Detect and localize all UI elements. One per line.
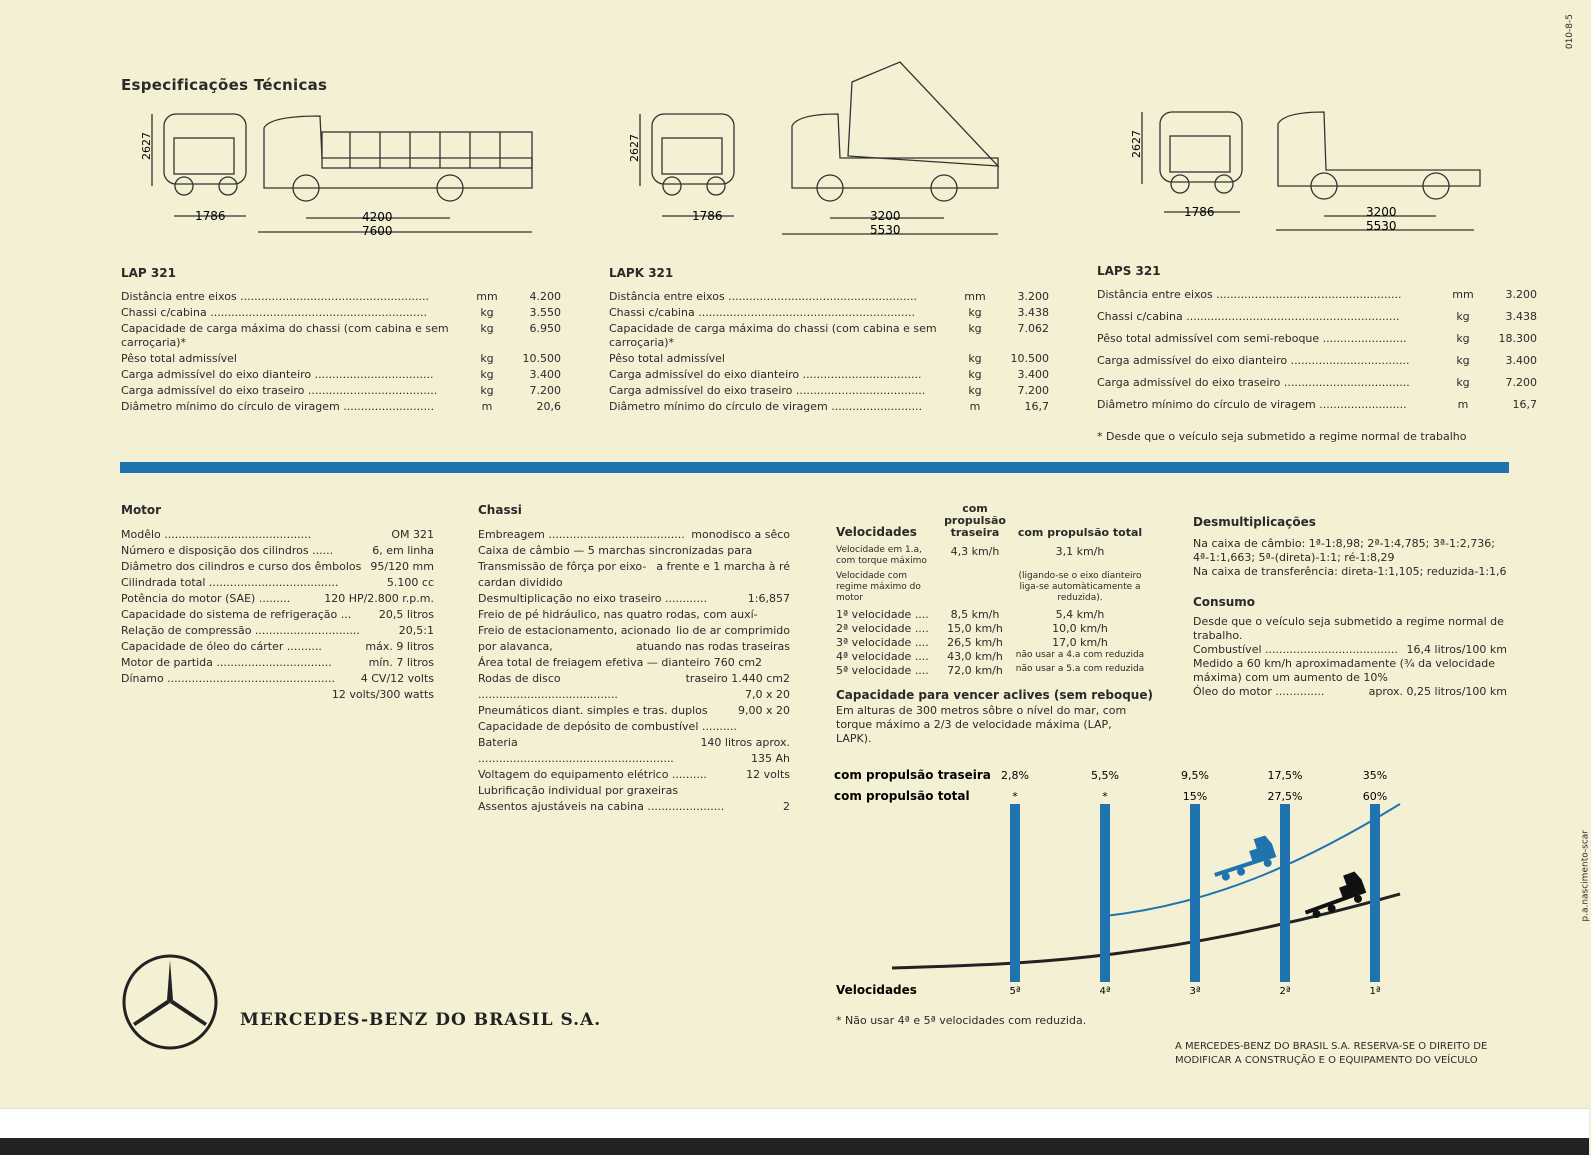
spec-unit: m	[481, 400, 493, 413]
item-value: atuando nas rodas traseiras	[636, 640, 790, 653]
gear-bar	[1370, 804, 1380, 982]
item-label: Freio de pé hidráulico, nas quatro rodas, com auxí-	[478, 608, 758, 621]
item-value: 1:6,857	[747, 592, 790, 605]
spec-value: 3.400	[1017, 368, 1049, 381]
item-value: 20,5:1	[398, 624, 434, 637]
spec-value: 18.300	[1498, 332, 1537, 345]
spec-label: Distância entre eixos .....................................................	[1097, 288, 1402, 301]
gear-bar	[1010, 804, 1020, 982]
gear-label: 3ª	[1189, 986, 1201, 997]
col-header-total: com propulsão total	[1017, 526, 1143, 539]
velocity-row	[836, 650, 1156, 664]
spec-row	[121, 322, 561, 352]
spec-label: Chassi c/cabina .............................................................	[1097, 310, 1400, 323]
spec-table	[1097, 288, 1537, 420]
chassi-section	[478, 503, 790, 815]
section-heading: Desmultiplicações	[1193, 515, 1316, 529]
spec-unit: kg	[1456, 332, 1470, 345]
item-label: Capacidade de depósito de combustível ..........	[478, 720, 737, 733]
gear-label: 5ª	[1009, 986, 1021, 997]
total-value: 60%	[1362, 790, 1388, 803]
item-label: Embreagem .......................................	[478, 528, 685, 541]
desm-line: Na caixa de transferência: direta-1:1,105; reduzida-1:1,6	[1193, 565, 1507, 578]
section-heading: Consumo	[1193, 595, 1256, 609]
spec-value: 10.500	[522, 352, 561, 365]
spec-label: Diâmetro mínimo do círculo de viragem ..........................	[609, 400, 923, 413]
section-heading: Velocidades	[836, 525, 917, 539]
consumo-value: 16,4 litros/100 km	[1406, 643, 1507, 656]
list-item	[478, 527, 790, 543]
consumo-row	[1193, 643, 1507, 657]
item-label: Voltagem do equipamento elétrico ..........	[478, 768, 707, 781]
divider-bar	[120, 462, 1509, 473]
gear-label: 4ª	[1099, 986, 1111, 997]
list-item	[478, 591, 790, 607]
spec-row	[121, 384, 561, 400]
list-item	[478, 703, 790, 719]
gear-label: 1ª	[1369, 986, 1381, 997]
spec-row	[121, 368, 561, 384]
spec-value: 3.438	[1505, 310, 1537, 323]
velocity-row	[836, 571, 1156, 604]
dim-height: 2627	[628, 134, 641, 162]
item-label: Transmissão de fôrça por eixo-cardan dividido	[478, 560, 647, 589]
row-label-total: com propulsão total	[834, 789, 970, 803]
motor-list	[121, 527, 434, 701]
climb-text: Em alturas de 300 metros sôbre o nível do mar, com torque máximo a 2/3 de velocidade máxima (LAP, LAPK).	[836, 704, 1127, 745]
spec-label: Chassi c/cabina ..............................................................	[609, 306, 915, 319]
spec-unit: kg	[1456, 310, 1470, 323]
consumo-label: Óleo do motor ..............	[1193, 685, 1325, 698]
dim-wheelbase: 4200	[362, 210, 393, 224]
item-value: traseiro 1.440 cm2	[685, 672, 790, 685]
item-label: Capacidade do sistema de refrigeração ...	[121, 608, 352, 621]
spec-unit: kg	[968, 352, 982, 365]
list-item	[121, 575, 434, 591]
list-item	[478, 799, 790, 815]
spec-label: Pêso total admissível	[121, 352, 237, 365]
model-laps	[1097, 264, 1537, 443]
consumo-label: Medido a 60 km/h aproximadamente (¾ da velocidade máxima) com um aumento de 10%	[1193, 657, 1495, 684]
consumo-label: Combustível ......................................	[1193, 643, 1398, 656]
spec-row	[1097, 354, 1537, 376]
total-value: 27,5%	[1267, 790, 1303, 803]
list-item	[478, 783, 790, 799]
item-label: Assentos ajustáveis na cabina ......................	[478, 800, 725, 813]
velocity-label: Velocidade em 1.a, com torque máximo	[836, 545, 927, 566]
item-value: OM 321	[391, 528, 434, 541]
dim-wheelbase: 3200	[870, 209, 901, 223]
item-value: lio de ar comprimido	[676, 624, 790, 637]
list-item	[121, 623, 434, 639]
spec-label: Pêso total admissível com semi-reboque ........................	[1097, 332, 1407, 345]
velocity-row	[836, 545, 1156, 567]
rear-value: 9,5%	[1181, 769, 1209, 782]
spec-unit: m	[1457, 398, 1469, 411]
spec-unit: mm	[1452, 288, 1474, 301]
velocity-rear: 4,3 km/h	[950, 545, 1000, 558]
list-item	[478, 543, 790, 573]
item-label: Desmultiplicação no eixo traseiro ............	[478, 592, 707, 605]
item-value: 12 volts/300 watts	[331, 688, 434, 701]
consumo-row	[1193, 657, 1507, 685]
item-label: Pneumáticos diant. simples e tras. duplos	[478, 704, 708, 717]
list-item	[121, 591, 434, 607]
rear-value: 17,5%	[1267, 769, 1303, 782]
spec-value: 3.200	[1017, 290, 1049, 303]
truck-diagram-laps	[1120, 106, 1490, 244]
item-label: Motor de partida .................................	[121, 656, 332, 669]
spec-row	[121, 400, 561, 416]
rear-value: 2,8%	[1001, 769, 1029, 782]
spec-unit: kg	[480, 306, 494, 319]
spec-unit: kg	[480, 368, 494, 381]
velocity-label: 4ª velocidade ....	[836, 650, 929, 663]
item-value: 6, em linha	[372, 544, 434, 557]
velocity-row	[836, 664, 1156, 678]
spec-label: Capacidade de carga máxima do chassi (com cabina e sem carroçaria)*	[121, 322, 449, 349]
chart-footnote: * Não usar 4ª e 5ª velocidades com reduzida.	[836, 1014, 1087, 1027]
spec-unit: kg	[480, 384, 494, 397]
dim-track: 1786	[195, 209, 226, 223]
gear-bar	[1190, 804, 1200, 982]
spec-label: Carga admissível do eixo dianteiro ..................................	[121, 368, 434, 381]
spec-unit: mm	[964, 290, 986, 303]
spec-row	[121, 352, 561, 368]
chassi-list	[478, 527, 790, 815]
velocity-total: 5,4 km/h	[1055, 608, 1105, 621]
spec-unit: kg	[480, 322, 494, 335]
truck-diagram-lap	[140, 108, 540, 247]
spec-row	[609, 306, 1049, 322]
velocity-total: 3,1 km/h	[1055, 545, 1105, 558]
spec-row	[1097, 376, 1537, 398]
spec-label: Carga admissível do eixo dianteiro ..................................	[1097, 354, 1410, 367]
spec-row	[609, 384, 1049, 400]
velocity-total: (ligando-se o eixo dianteiro liga-se automàticamente a reduzida).	[1018, 571, 1142, 603]
rights-note: A MERCEDES-BENZ DO BRASIL S.A. RESERVA-SE O DIREITO DE MODIFICAR A CONSTRUÇÃO E O EQUIPAMENTO DO VEÍCULO	[1175, 1041, 1488, 1066]
section-heading: Chassi	[478, 503, 522, 517]
item-label: Cilindrada total .....................................	[121, 576, 339, 589]
spec-unit: kg	[1456, 376, 1470, 389]
spec-label: Carga admissível do eixo traseiro ....................................	[1097, 376, 1410, 389]
spec-value: 7.200	[529, 384, 561, 397]
item-value: 95/120 mm	[370, 560, 434, 573]
model-name: LAPS 321	[1097, 264, 1161, 278]
velocity-total: 10,0 km/h	[1052, 622, 1108, 635]
list-item	[121, 559, 434, 575]
velocity-rear: 8,5 km/h	[950, 608, 1000, 621]
dim-track: 1786	[692, 209, 723, 223]
truck-icon-total	[1208, 834, 1278, 883]
velocity-rear: 15,0 km/h	[947, 622, 1003, 635]
item-value: máx. 9 litros	[365, 640, 434, 653]
spec-table	[121, 290, 561, 416]
spec-label: Carga admissível do eixo traseiro .....................................	[121, 384, 438, 397]
spec-value: 7.200	[1017, 384, 1049, 397]
spec-row	[609, 400, 1049, 416]
dim-wheelbase: 3200	[1366, 205, 1397, 219]
spec-label: Carga admissível do eixo dianteiro ..................................	[609, 368, 922, 381]
item-label: Área total de freiagem efetiva — dianteiro 760 cm2	[478, 656, 763, 669]
item-label: Potência do motor (SAE) .........	[121, 592, 291, 605]
spec-label: Distância entre eixos ......................................................	[121, 290, 429, 303]
item-value: 120 HP/2.800 r.p.m.	[324, 592, 434, 605]
velocity-label: Velocidade com regime máximo do motor	[836, 571, 921, 603]
page-title: Especificações Técnicas	[121, 76, 328, 94]
item-value: 2	[783, 800, 790, 813]
item-label: Relação de compressão ..............................	[121, 624, 360, 637]
rear-value: 5,5%	[1091, 769, 1119, 782]
mercedes-star-logo	[121, 953, 219, 1055]
desm-line: Na caixa de câmbio: 1ª-1:8,98; 2ª-1:4,785; 3ª-1:2,736; 4ª-1:1,663; 5ª-(direta)-1:1; ré-1:8,29	[1193, 537, 1495, 564]
spec-value: 10.500	[1010, 352, 1049, 365]
col-header-rear: com propulsão traseira	[944, 502, 1006, 539]
list-item	[121, 639, 434, 655]
gear-bar	[1100, 804, 1110, 982]
spec-label: Distância entre eixos ......................................................	[609, 290, 917, 303]
item-label: Caixa de câmbio — 5 marchas sincronizadas para	[478, 544, 753, 557]
velocity-label: 5ª velocidade ....	[836, 664, 929, 677]
item-value: 12 volts	[746, 768, 790, 781]
velocidades-section	[836, 503, 1156, 746]
item-label: Lubrificação individual por graxeiras	[478, 784, 679, 797]
list-item	[478, 607, 790, 637]
velocity-label: 1ª velocidade ....	[836, 608, 929, 621]
velocity-rear: 43,0 km/h	[947, 650, 1003, 663]
velocity-total: 17,0 km/h	[1052, 636, 1108, 649]
list-item	[121, 543, 434, 559]
item-value: 5.100 cc	[386, 576, 434, 589]
list-item	[478, 735, 790, 767]
item-label: Bateria ........................................................	[478, 736, 674, 765]
consumo-intro: Desde que o veículo seja submetido a regime normal de trabalho.	[1193, 615, 1504, 642]
velocity-rear: 26,5 km/h	[947, 636, 1003, 649]
spec-unit: kg	[968, 368, 982, 381]
spec-value: 16,7	[1512, 398, 1537, 411]
velocity-row	[836, 636, 1156, 650]
spec-value: 4.200	[529, 290, 561, 303]
total-value: *	[1102, 790, 1108, 803]
dim-length: 5530	[870, 223, 901, 237]
spec-label: Pêso total admissível	[609, 352, 725, 365]
item-value: 140 litros aprox.	[700, 736, 790, 749]
rear-value: 35%	[1362, 769, 1388, 782]
spec-row	[1097, 398, 1537, 420]
spec-table	[609, 290, 1049, 416]
dim-height: 2627	[140, 132, 153, 160]
x-axis-label: Velocidades	[836, 983, 917, 997]
company-name: MERCEDES-BENZ DO BRASIL S.A.	[240, 1010, 602, 1030]
gear-label: 2ª	[1279, 986, 1291, 997]
footnote: * Desde que o veículo seja submetido a regime normal de trabalho	[1097, 430, 1467, 443]
list-item	[478, 719, 790, 749]
item-label: Diâmetro dos cilindros e curso dos êmbolos	[121, 560, 362, 573]
spec-row	[609, 290, 1049, 306]
item-value: 20,5 litros	[378, 608, 434, 621]
dim-length: 7600	[362, 224, 393, 238]
dim-track: 1786	[1184, 205, 1215, 219]
spec-value: 16,7	[1024, 400, 1049, 413]
item-value: a frente e 1 marcha à ré	[656, 560, 790, 573]
list-item	[121, 607, 434, 623]
list-item	[478, 767, 790, 783]
truck-icon-rear	[1298, 870, 1369, 921]
climb-heading: Capacidade para vencer aclives (sem reboque)	[836, 688, 1153, 702]
list-item	[478, 623, 790, 655]
dim-height: 2627	[1130, 130, 1143, 158]
spec-value: 7.200	[1505, 376, 1537, 389]
item-value: mín. 7 litros	[368, 656, 434, 669]
item-label: Modêlo ..........................................	[121, 528, 312, 541]
velocity-row	[836, 622, 1156, 636]
consumo-value: aprox. 0,25 litros/100 km	[1368, 685, 1507, 698]
spec-unit: kg	[968, 384, 982, 397]
desmultiplicacoes-section	[1193, 515, 1507, 699]
consumo-row	[1193, 685, 1507, 699]
spec-value: 3.438	[1017, 306, 1049, 319]
section-heading: Motor	[121, 503, 162, 517]
list-item	[478, 655, 790, 685]
spec-label: Diâmetro mínimo do círculo de viragem ..........................	[121, 400, 435, 413]
item-label: Número e disposição dos cilindros ......	[121, 544, 334, 557]
item-label: Dínamo ................................................	[121, 672, 336, 685]
spec-row	[609, 368, 1049, 384]
velocity-total: não usar a 5.a com reduzida	[1015, 664, 1145, 674]
item-label: Capacidade de óleo do cárter ..........	[121, 640, 322, 653]
page-bottom-border	[0, 1138, 1589, 1155]
spec-value: 3.550	[529, 306, 561, 319]
list-item	[121, 527, 434, 543]
total-value: *	[1012, 790, 1018, 803]
velocidades-rows	[836, 545, 1156, 678]
spec-row	[121, 290, 561, 306]
item-value: monodisco a sêco	[691, 528, 790, 541]
photo-credit: p.a.nascimento-scar	[1581, 830, 1591, 922]
row-label-rear: com propulsão traseira	[834, 768, 991, 782]
spec-value: 7.062	[1017, 322, 1049, 335]
spec-unit: kg	[480, 352, 494, 365]
dim-length: 5530	[1366, 219, 1397, 233]
model-name: LAP 321	[121, 266, 176, 280]
item-label: Freio de estacionamento, acionado por alavanca,	[478, 624, 671, 653]
list-item	[478, 559, 790, 591]
corner-code: 010-8-5	[1565, 14, 1575, 50]
spec-row	[121, 306, 561, 322]
spec-unit: kg	[968, 322, 982, 335]
model-lap	[121, 266, 561, 416]
spec-label: Capacidade de carga máxima do chassi (com cabina e sem carroçaria)*	[609, 322, 937, 349]
motor-section	[121, 503, 434, 703]
model-lapk	[609, 266, 1049, 416]
velocity-rear: 72,0 km/h	[947, 664, 1003, 677]
item-value: 4 CV/12 volts	[360, 672, 434, 685]
velocity-total: não usar a 4.a com reduzida	[1015, 650, 1145, 660]
spec-label: Chassi c/cabina ..............................................................	[121, 306, 427, 319]
item-value: 7,0 x 20	[745, 688, 790, 701]
velocity-label: 2ª velocidade ....	[836, 622, 929, 635]
gear-bar	[1280, 804, 1290, 982]
climb-chart	[832, 764, 1422, 1008]
spec-value: 3.400	[529, 368, 561, 381]
spec-row	[1097, 332, 1537, 354]
spec-unit: m	[969, 400, 981, 413]
item-value: 9,00 x 20	[738, 704, 790, 717]
velocity-label: 3ª velocidade ....	[836, 636, 929, 649]
spec-unit: kg	[1456, 354, 1470, 367]
spec-row	[1097, 288, 1537, 310]
consumo-rows	[1193, 643, 1507, 699]
truck-diagram-lapk	[626, 60, 1016, 244]
velocity-rear	[940, 571, 1010, 604]
item-value: 135 Ah	[751, 752, 790, 765]
spec-value: 3.200	[1505, 288, 1537, 301]
model-name: LAPK 321	[609, 266, 674, 280]
total-value: 15%	[1182, 790, 1208, 803]
spec-unit: kg	[968, 306, 982, 319]
spec-value: 6.950	[529, 322, 561, 335]
spec-unit: mm	[476, 290, 498, 303]
item-label: Rodas de disco ........................................	[478, 672, 618, 701]
spec-value: 3.400	[1505, 354, 1537, 367]
velocity-row	[836, 608, 1156, 622]
spec-label: Diâmetro mínimo do círculo de viragem .........................	[1097, 398, 1407, 411]
spec-label: Carga admissível do eixo traseiro .....................................	[609, 384, 926, 397]
spec-value: 20,6	[536, 400, 561, 413]
spec-row	[609, 322, 1049, 352]
list-item	[121, 671, 434, 701]
spec-row	[609, 352, 1049, 368]
list-item	[478, 671, 790, 703]
spec-row	[1097, 310, 1537, 332]
